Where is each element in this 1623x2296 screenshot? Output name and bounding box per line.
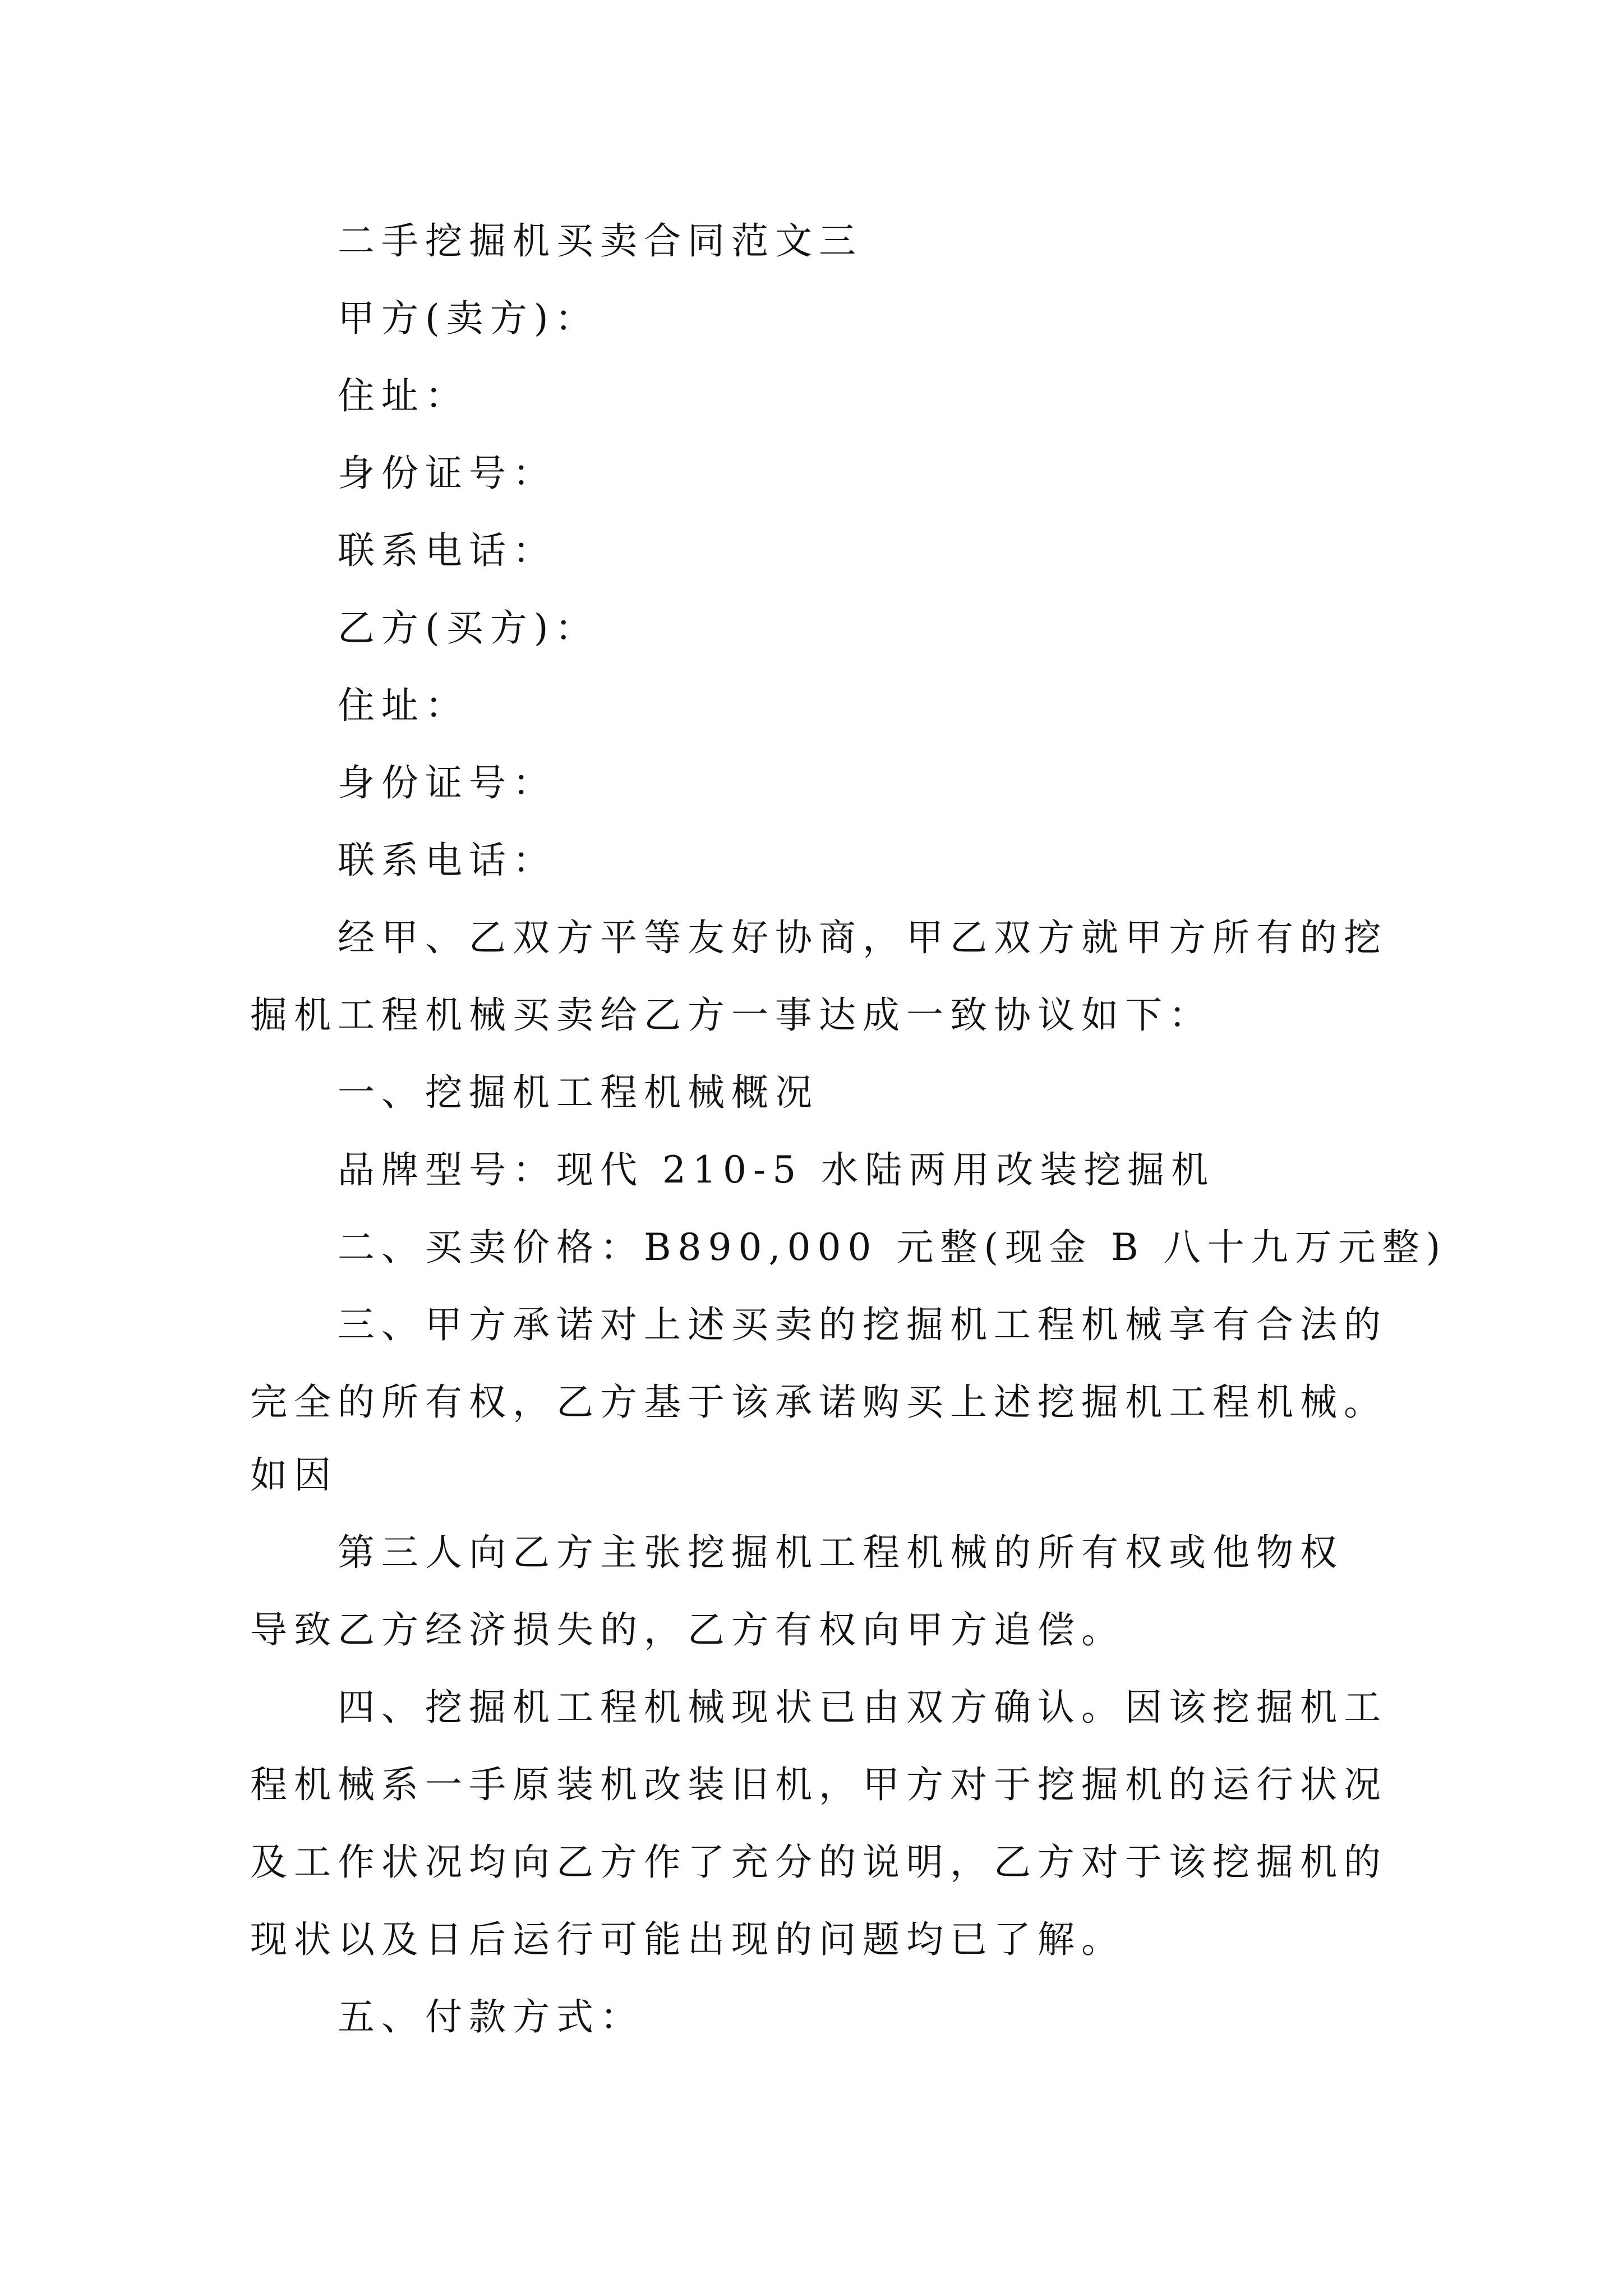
section-4-line-2: 程机械系一手原装机改装旧机，甲方对于挖掘机的运行状况 bbox=[250, 1763, 1387, 1806]
section-2-price: 二、买卖价格：B890,000 元整(现金 B 八十九万元整) bbox=[338, 1226, 1447, 1269]
section-3-line-3: 如因 bbox=[250, 1453, 338, 1497]
section-3-line-5: 导致乙方经济损失的，乙方有权向甲方追偿。 bbox=[250, 1608, 1125, 1651]
section-3-line-4: 第三人向乙方主张挖掘机工程机械的所有权或他物权 bbox=[338, 1531, 1344, 1574]
section-1-model: 品牌型号：现代 210-5 水陆两用改装挖掘机 bbox=[338, 1148, 1215, 1191]
intro-line-2: 掘机工程机械买卖给乙方一事达成一致协议如下： bbox=[250, 993, 1212, 1037]
party-a-label: 甲方(卖方)： bbox=[338, 297, 599, 340]
party-a-phone-label: 联系电话： bbox=[338, 529, 556, 572]
section-4-line-1: 四、挖掘机工程机械现状已由双方确认。因该挖掘机工 bbox=[338, 1686, 1387, 1729]
party-b-phone-label: 联系电话： bbox=[338, 839, 556, 882]
party-a-address-label: 住址： bbox=[338, 374, 469, 417]
section-5-heading: 五、付款方式： bbox=[338, 1995, 644, 2039]
section-4-line-4: 现状以及日后运行可能出现的问题均已了解。 bbox=[250, 1918, 1125, 1961]
section-3-line-2: 完全的所有权，乙方基于该承诺购买上述挖掘机工程机械。 bbox=[250, 1381, 1387, 1424]
document-title: 二手挖掘机买卖合同范文三 bbox=[338, 219, 863, 263]
party-b-id-label: 身份证号： bbox=[338, 761, 556, 804]
intro-line-1: 经甲、乙双方平等友好协商，甲乙双方就甲方所有的挖 bbox=[338, 916, 1387, 959]
section-3-line-1: 三、甲方承诺对上述买卖的挖掘机工程机械享有合法的 bbox=[338, 1303, 1387, 1346]
party-a-id-label: 身份证号： bbox=[338, 452, 556, 495]
party-b-label: 乙方(买方)： bbox=[338, 606, 599, 650]
party-b-address-label: 住址： bbox=[338, 684, 469, 727]
section-4-line-3: 及工作状况均向乙方作了充分的说明，乙方对于该挖掘机的 bbox=[250, 1841, 1387, 1884]
section-1-heading: 一、挖掘机工程机械概况 bbox=[338, 1071, 819, 1114]
